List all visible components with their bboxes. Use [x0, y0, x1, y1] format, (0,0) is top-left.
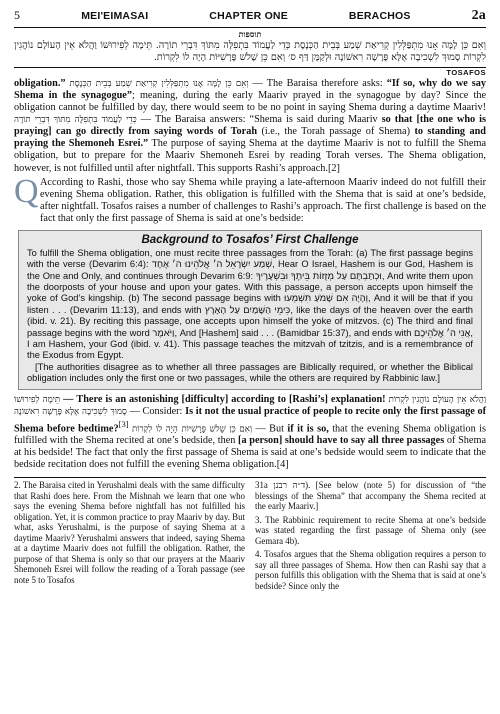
daf-number: 2a	[471, 8, 486, 23]
paragraph-challenge	[14, 394, 486, 472]
background-box	[18, 230, 482, 390]
background-box-title: Background to Tosafos’ First Challenge	[141, 233, 359, 246]
paragraph-obligation	[14, 78, 486, 174]
tractate-title: BERACHOS	[348, 10, 411, 22]
lead-bold: obligation.”	[14, 78, 66, 90]
bold-run: so that [the one who is praying] can go directly from saying words of Torah	[14, 114, 486, 138]
page-number: 5	[14, 8, 21, 22]
tosafos-hebrew-text: וְאִם כֵּן לָמָּה אָנוּ מִתְפַּלְּלִין קְרִיאַת שְׁמַע בְּבֵית הַכְּנֶסֶת כְּדֵי לַעֲמוֹד בִּתְפִלָּה מִתּוֹךְ דִּבְרֵי תוֹרָה. תֵּימָה לְפִירוּשׁוֹ וַהֲלֹא אֵין הָעוֹלָם נוֹהֲגִין לִקְרוֹת סָמוּךְ לִשְׁכִיבָה אֶלָּא פָּרָשָׁה רִאשׁוֹנָה וּלְקַמָּן דַּף ס׳ וְאִם כֵּן שָׁלֹשׁ פָּרָשִׁיּוֹת הָיָה לוֹ לִקְרוֹת.	[14, 40, 486, 63]
background-box-note: [The authorities disagree as to whether all three passages are Biblically required, or whether the Biblical obligation includes only the first one or two passages, while the others are required by Rabbinic law.]	[27, 361, 473, 384]
chapter-title: CHAPTER ONE	[209, 10, 288, 22]
hebrew-quote: וַהֲלֹא אֵין הָעוֹלָם נוֹהֲגִין לִקְרוֹת סָמוּךְ לִשְׁכִיבָה אֶלָּא פָּרָשָׁה רִאשׁוֹנָה	[14, 394, 487, 417]
bold-run: to standing and praying the Shemoneh Esrei.”	[14, 126, 486, 150]
text-run: — The Baraisa answers: “Shema is said during Maariv	[136, 114, 382, 126]
footnotes-left-column	[14, 480, 245, 594]
translation-label: TOSAFOS	[446, 68, 486, 78]
bold-run: [a person] should have to say all three passages	[238, 435, 445, 447]
footnote-4: 4. Tosafos argues that the Shema obligation requires a person to say all three passages of Shema. How then can Rashi say that a person fulfills this obligation with the Shema that is said at one’s bedside? Since only the	[255, 549, 486, 591]
hebrew-quote: תֵּימָה לְפִירוּשׁוֹ	[14, 394, 61, 405]
text-run: that the evening Shema obligation is fulfilled with the Shema recited at one’s bedside, then	[14, 423, 487, 447]
tosafos-hebrew-label: תוספות	[238, 30, 262, 39]
footnote-2-continued: 31a ד״ה רבנן). [See below (note 5) for discussion of “the blessings of the Shema” that accompany the Shema recited at the early Maariv.]	[255, 480, 486, 512]
book-title: MEI'EIMASAI	[81, 10, 149, 22]
footnote-3: 3. The Rabbinic requirement to recite Shema at one’s bedside was stated regarding the first passage of Shema only (see Gemara 4b).	[255, 514, 486, 546]
text-run: ; meaning, during the early Maariv prayed in the synagogue by day? Since the obligation cannot be fulfilled by day, there would seem to be no point in saying Shema during a daytime Maariv!	[14, 90, 487, 114]
text-run: (i.e., the Torah passage of Shema)	[257, 126, 415, 138]
question-text: According to Rashi, those who say Shema while praying a late-afternoon Maariv indeed do not fulfill their evening Shema obligation. Rather, this obligation is fulfilled with the Shema that is said at one’s bedside, after nightfall. Tosafos raises a number of challenges to Rashi’s approach. The first challenge is based on the fact that only the first passage of Shema is said at one’s bedside:	[40, 176, 486, 224]
hebrew-quote: וְאִם כֵּן שָׁלֹשׁ פָּרָשִׁיּוֹת הָיָה לוֹ לִקְרוֹת	[132, 424, 253, 435]
bold-run: if it is so,	[287, 423, 329, 435]
text-run: — Consider:	[126, 405, 186, 417]
hebrew-quote: כְּדֵי לַעֲמוֹד בִּתְפִלָּה מִתּוֹךְ דִּבְרֵי תוֹרָה	[14, 115, 137, 126]
bold-run: — There is an astonishing [difficulty] according to [Rashi’s] explanation!	[60, 393, 386, 405]
question-paragraph	[14, 172, 486, 225]
text-run: of Shema at his bedside! The fact that only the first passage of Shema is said at one’s bedside would seem to indicate that the bedside recitation does not fulfill the evening Shema obligation.[4]	[14, 435, 486, 471]
running-header	[14, 8, 486, 24]
hebrew-quote: וְאִם כֵּן לָמָּה אָנוּ מִתְפַּלְּלִין קְרִיאַת שְׁמַע בְּבֵית הַכְּנֶסֶת	[69, 79, 249, 90]
question-drop-cap: Q	[14, 172, 39, 210]
footnote-ref: [3]	[118, 418, 129, 429]
bold-run: Is it not the usual practice of people to recite only the first passage of Shema before bedtime?	[14, 405, 486, 435]
bold-run: “If so, why do we say Shema in the synagogue”	[14, 78, 487, 102]
footnotes	[14, 480, 486, 594]
background-box-paragraph: To fulfill the Shema obligation, one must recite three passages from the Torah: (a) The first passage begins with the verse (Devarim 6:4): שְׁמַע יִשְׂרָאֵל ה׳ אֱלֹהֵינוּ ה׳ אֶחָד, Hear O Israel, Hashem is our God, Hashem is the One and Only, and continues through Devarim 6:9: וּכְתַבְתָּם עַל מְזֻזוֹת בֵּיתֶךָ וּבִשְׁעָרֶיךָ, And write them upon the doorposts of your house and upon your gates. With this passage, a person accepts upon himself the yoke of God’s kingship. (b) The second passage begins with וְהָיָה אִם שָׁמֹעַ תִּשְׁמְעוּ, And it will be that if you listen . . . (Devarim 11:13), and ends with כִּימֵי הַשָּׁמַיִם עַל הָאָרֶץ, like the days of the heaven over the earth (ibid. v. 21). By reciting this passage, one accepts upon himself the yoke of mitzvos. (c) The third and final passage begins with the word וַיֹּאמֶר, And [Hashem] said . . . (Bamidbar 15:37), and ends with אֲנִי ה׳ אֱלֹהֵיכֶם, I am Hashem, your God (ibid. v. 41). This passage teaches the mitzvah of tzitzis, and is a remembrance of the Exodus from Egypt.	[27, 247, 473, 361]
text-run: The purpose of saying Shema at the daytime Maariv is not to fulfill the Shema obligation, but to prepare for the Maariv Shemoneh Esrei by reading Torah verses. The Shema obligation, however, is not fulfilled until after nightfall. This supports Rashi’s approach.[2]	[14, 138, 486, 174]
text-run: — The Baraisa therefore asks:	[248, 78, 387, 90]
header-divider	[14, 27, 486, 28]
footnote-2: 2. The Baraisa cited in Yerushalmi deals with the same difficulty that Rashi does here. From the Mishnah we learn that one who says the evening Shema before nightfall has not fulfilled his obligation. Yet, it is common practice to pray Maariv by day. But what, asks Yerushalmi, is the purpose of saying Shema at a daytime Maariv? Yerushalmi answers that indeed, saying Shema at a daytime Maariv does not fulfill the obligation. Rather, the purpose of that Shema is only so that our prayers at the Maariv Shemoneh Esrei will follow the reading of a Torah passage (see note 5 to Tosafos	[14, 480, 245, 585]
footnotes-right-column	[255, 480, 486, 594]
footnotes-divider	[14, 477, 486, 478]
text-run: — But	[252, 423, 288, 435]
